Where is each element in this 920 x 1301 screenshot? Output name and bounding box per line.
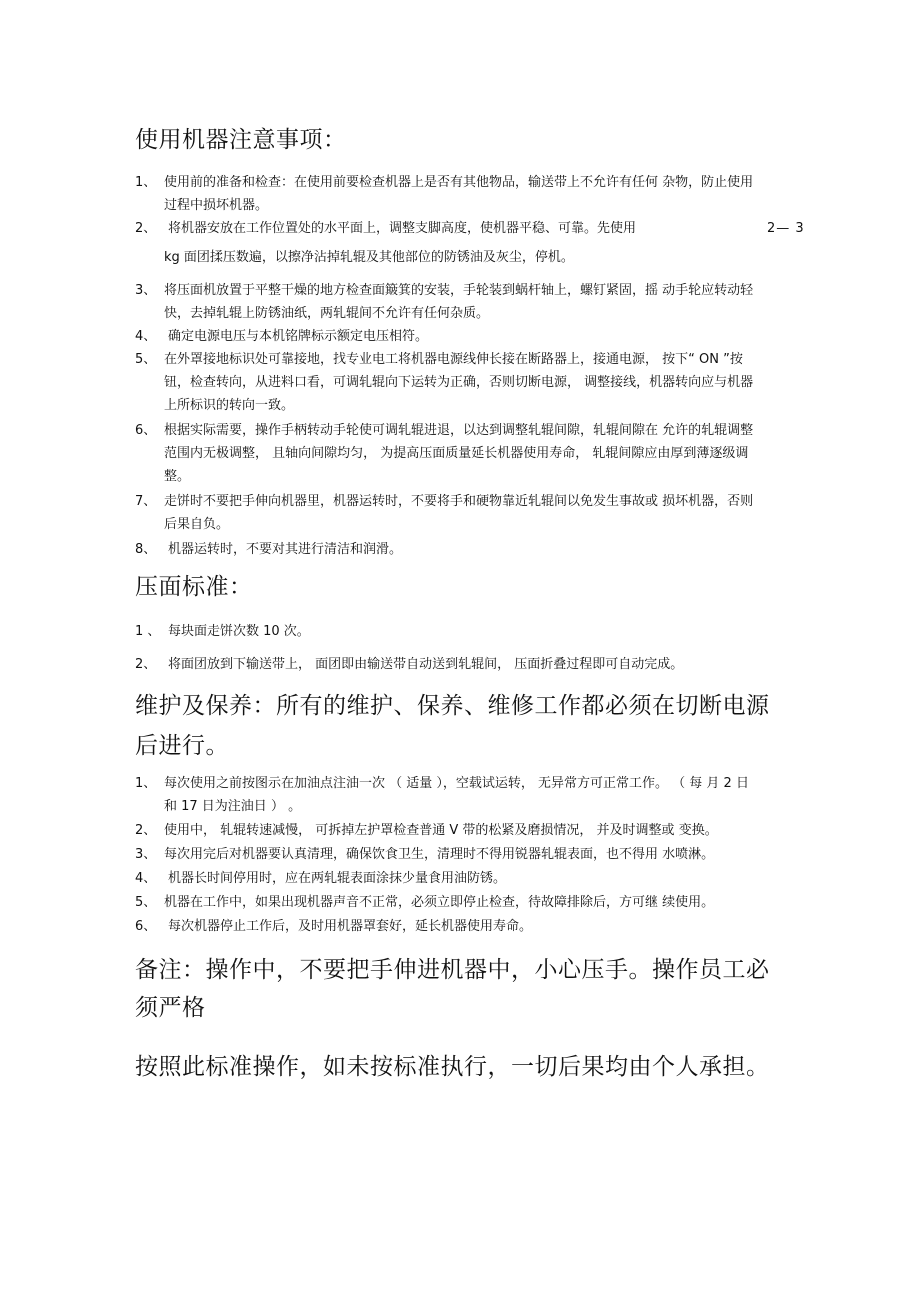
item-number: 3、 [135, 283, 157, 298]
item-text: 在外罩接地标识处可靠接地，找专业电工将机器电源线伸长接在断路器上，接通电源， 按下“ ON ”按 [164, 352, 743, 367]
item-text: 每次机器停止工作后，及时用机器罩套好，延长机器使用寿命。 [168, 919, 533, 934]
item-number: 2、 [135, 657, 157, 672]
item-text: 每块面走饼次数 10 次。 [168, 624, 310, 639]
section-title-maintenance-cont: 后进行。 [135, 733, 229, 759]
item-number: 7、 [135, 494, 157, 509]
item-text: 机器运转时，不要对其进行清洁和润滑。 [168, 542, 403, 557]
item-number: 6、 [135, 423, 157, 438]
item-text: 确定电源电压与本机铭牌标示额定电压相符。 [168, 329, 429, 344]
note-line: 按照此标准操作，如未按标准执行，一切后果均由个人承担。 [135, 1054, 770, 1080]
item-number: 3、 [135, 847, 157, 862]
item-number: 5、 [135, 895, 157, 910]
section-title-usage-notes: 使用机器注意事项： [135, 127, 347, 153]
item-text: 上所标识的转向一致。 [164, 398, 295, 413]
item-number: 6、 [135, 919, 157, 934]
item-number: 2、 [135, 823, 157, 838]
item-text: 后果自负。 [164, 517, 230, 532]
item-number: 4、 [135, 871, 157, 886]
item-number: 8、 [135, 542, 157, 557]
note-line: 备注：操作中，不要把手伸进机器中，小心压手。操作员工必 [135, 957, 770, 983]
section-title-pressing-standard: 压面标准： [135, 574, 253, 600]
item-text: 将机器安放在工作位置处的水平面上，调整支脚高度，使机器平稳、可靠。先使用 [168, 221, 637, 236]
item-number: 4、 [135, 329, 157, 344]
item-text: 机器长时间停用时，应在两轧辊表面涂抹少量食用油防锈。 [168, 871, 507, 886]
item-text: 快，去掉轧辊上防锈油纸，两轧辊间不允许有任何杂质。 [164, 306, 490, 321]
item-text: 整。 [164, 469, 191, 484]
item-text: 过程中损坏机器。 [164, 198, 269, 213]
item-number: 1 、 [135, 624, 161, 639]
section-title-maintenance: 维护及保养：所有的维护、保养、维修工作都必须在切断电源 [135, 693, 770, 719]
item-text: 机器在工作中，如果出现机器声音不正常，必须立即停止检查，待故障排除后，方可继 续使用。 [164, 895, 715, 910]
item-text: 每次使用之前按图示在加油点注油一次 （ 适量 ），空载试运转， 无异常方可正常工作。 （ 每 月 2 日 [164, 776, 749, 791]
item-text: 根据实际需要，操作手柄转动手轮使可调轧辊进退，以达到调整轧辊间隙，轧辊间隙在 允许的轧辊调整 [164, 423, 754, 438]
item-text: 使用前的准备和检查：在使用前要检查机器上是否有其他物品，输送带上不允许有任何 杂物，防止使用 [164, 175, 754, 190]
item-text: 钮，检查转向，从进料口看，可调轧辊向下运转为正确，否则切断电源， 调整接线，机器转向应与机器 [164, 375, 754, 390]
item-number: 5、 [135, 352, 157, 367]
note-line: 须严格 [135, 995, 206, 1021]
item-text: kg 面团揉压数遍，以擦净沾掉轧辊及其他部位的防锈油及灰尘，停机。 [164, 250, 574, 265]
item-text: 将压面机放置于平整干燥的地方检查面簸箕的安装，手轮装到蜗杆轴上，螺钉紧固，摇 动手轮应转动轻 [164, 283, 754, 298]
item-text: 使用中， 轧辊转速减慢， 可拆掉左护罩检查普通 V 带的松紧及磨损情况， 并及时调整或 变换。 [164, 823, 718, 838]
item-text: 将面团放到下输送带上， 面团即由输送带自动送到轧辊间， 压面折叠过程即可自动完成。 [168, 657, 684, 672]
item-text-quantity: 2— 3 [767, 221, 805, 236]
item-number: 2、 [135, 221, 157, 236]
item-number: 1、 [135, 175, 157, 190]
item-text: 范围内无极调整， 且轴向间隙均匀， 为提高压面质量延长机器使用寿命， 轧辊间隙应由厚到薄逐级调 [164, 446, 749, 461]
item-text: 每次用完后对机器要认真清理，确保饮食卫生，清理时不得用锐器轧辊表面，也不得用 水喷淋。 [164, 847, 715, 862]
item-number: 1、 [135, 776, 157, 791]
item-text: 和 17 日为注油日 ） 。 [164, 799, 302, 814]
item-text: 走饼时不要把手伸向机器里，机器运转时，不要将手和硬物靠近轧辊间以免发生事故或 损坏机器，否则 [164, 494, 754, 509]
